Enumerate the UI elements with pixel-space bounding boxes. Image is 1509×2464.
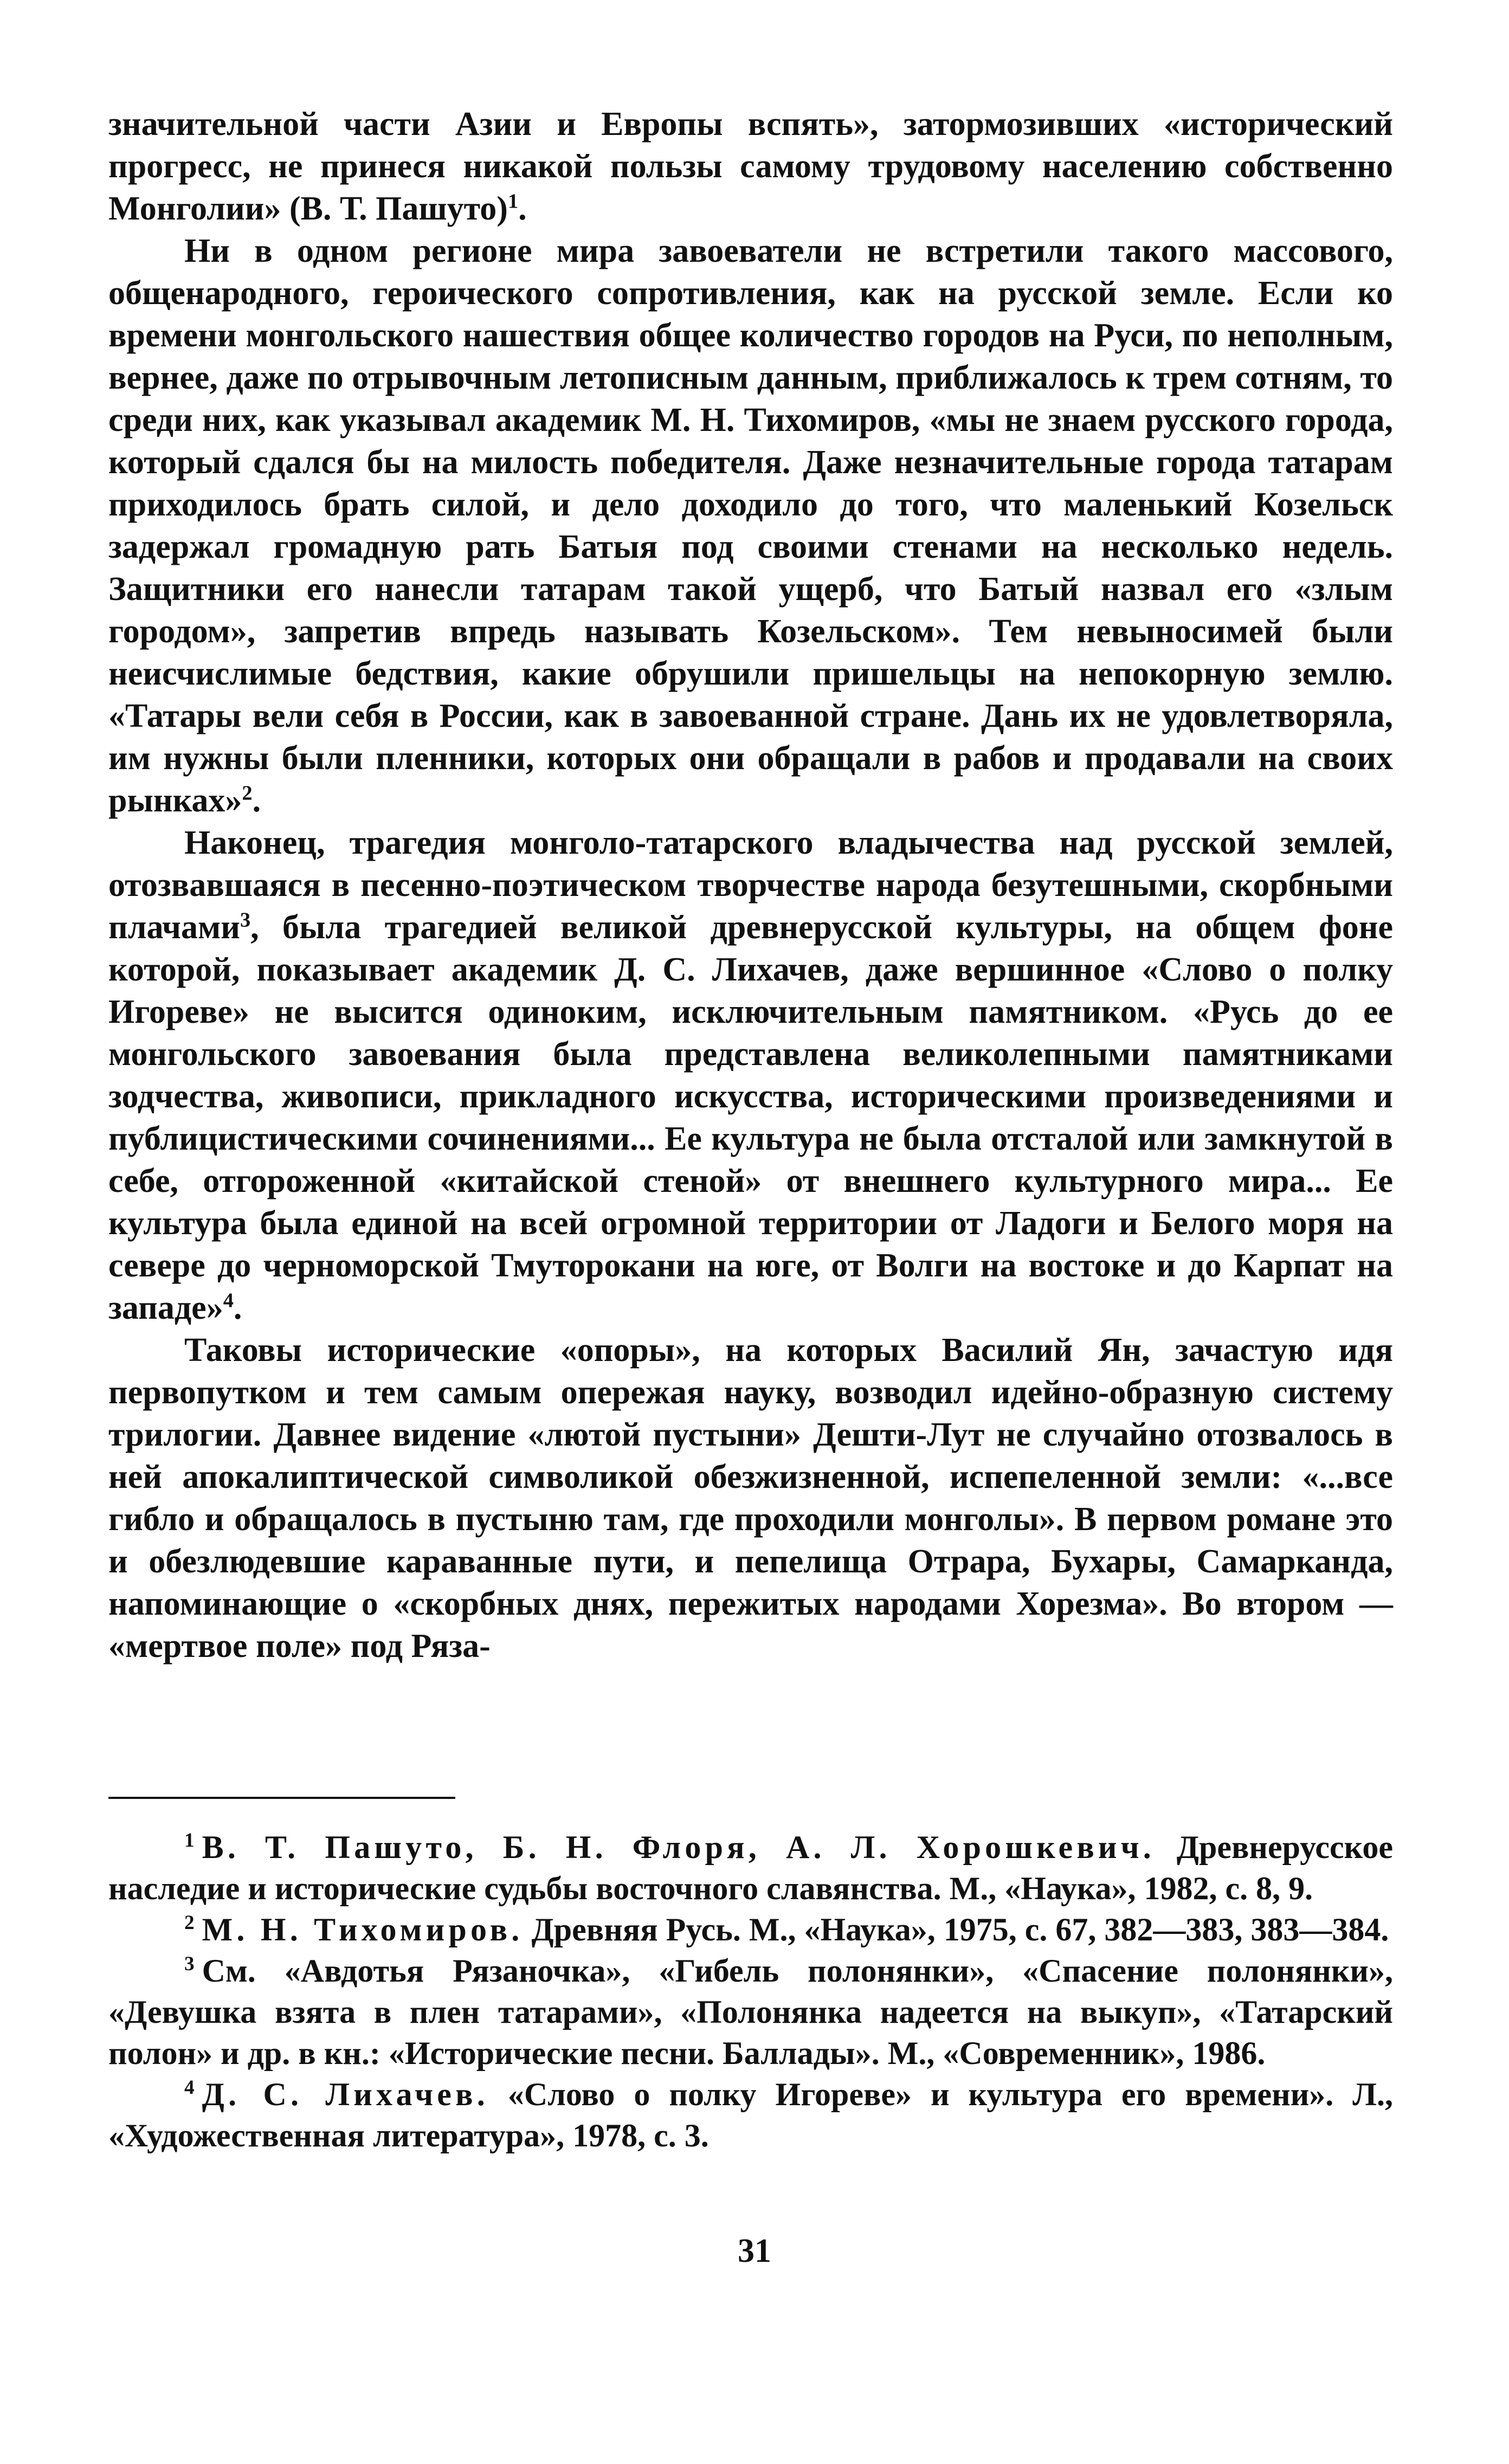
paragraph-punct: . xyxy=(518,190,527,227)
footnote-author: М. Н. Тихомиров. xyxy=(202,1912,524,1947)
paragraph-4 xyxy=(108,1329,1393,1667)
footnote-author: В. Т. Пашуто, Б. Н. Флоря, А. Л. Хорошкевич. xyxy=(202,1829,1155,1865)
paragraph-1 xyxy=(108,103,1393,230)
paragraph-punct: . xyxy=(252,782,261,819)
paragraph-punct: . xyxy=(233,1289,242,1326)
paragraph-text: значительной части Азии и Европы вспять», затормозивших «исторический прогресс, не принеся никакой пользы самому трудовому населению собственно Монголии» (В. Т. Пашуто) xyxy=(108,106,1393,227)
paragraph-text: Ни в одном регионе мира завоеватели не встретили такого массового, общенародного, героического сопротивления, как на русской земле. Если ко времени монгольского нашествия общее количество городов на Руси, по неполным, вернее, даже по отрывочным летописным данным, приближалось к трем сотням, то среди них, как указывал академик М. Н. Тихомиров, «мы не знаем русского города, который сдался бы на милость победителя. Даже незначительные города татарам приходилось брать силой, и дело доходило до того, что маленький Козельск задержал громадную рать Батыя под своими стенами на несколько недель. Защитники его нанесли татарам такой ущерб, что Батый назвал его «злым городом», запретив впредь называть Козельском». Тем невыносимей были неисчислимые бедствия, какие обрушили пришельцы на непокорную землю. «Татары вели себя в России, как в завоеванной стране. Дань их не удовлетворяла, им нужны были пленники, которых они обращали в рабов и продавали на своих рынках» xyxy=(108,233,1393,819)
main-text xyxy=(108,103,1393,1667)
footnote-ref-1: 1 xyxy=(507,190,519,213)
paragraph-text-cont: , была трагедией великой древнерусской культуры, на общем фоне которой, показывает академик Д. С. Лихачев, даже вершинное «Слово о полку Игореве» не высится одиноким, исключительным памятником. «Русь до ее монгольского завоевания была представлена великолепными памятниками зодчества, живописи, прикладного искусства, историческими произведениями и публицистическими сочинениями... Ее культура не была отсталой или замкнутой в себе, отгороженной «китайской стеной» от внешнего культурного мира... Ее культура была единой на всей огромной территории от Ладоги и Белого моря на севере до черноморской Тмуторокани на юге, от Волги на востоке и до Карпат на западе» xyxy=(108,909,1393,1326)
footnote-divider xyxy=(108,1797,455,1799)
page-number: 31 xyxy=(738,2233,771,2269)
footnote-4 xyxy=(108,2074,1393,2156)
footnote-ref-4: 4 xyxy=(223,1289,234,1312)
footnote-2 xyxy=(108,1909,1393,1950)
footnote-mark: 2 xyxy=(184,1912,195,1934)
footnote-text: См. «Авдотья Рязаночка», «Гибель полонянки», «Спасение полонянки», «Девушка взята в плен татарами», «Полонянка надеется на выкуп», «Татарский полон» и др. в кн.: «Исторические песни. Баллады». М., «Современник», 1986. xyxy=(108,1953,1393,2071)
footnote-3 xyxy=(108,1950,1393,2074)
footnote-text: «Слово о полку Игореве» и культура его времени». Л., «Художественная литература», 1978, с. 3. xyxy=(108,2076,1393,2153)
footnote-mark: 3 xyxy=(184,1953,195,1975)
footnote-mark: 1 xyxy=(184,1829,195,1852)
footnote-text: Древнерусское наследие и исторические судьбы восточного славянства. М., «Наука», 1982, с. 8, 9. xyxy=(108,1829,1394,1906)
page-body xyxy=(108,103,1393,1667)
footnote-text: Древняя Русь. М., «Наука», 1975, с. 67, 382—383, 383—384. xyxy=(531,1912,1389,1947)
footnote-1 xyxy=(108,1827,1393,1909)
paragraph-3 xyxy=(108,822,1393,1329)
paragraph-2 xyxy=(108,230,1393,822)
footnotes xyxy=(108,1827,1393,2156)
footnote-ref-2: 2 xyxy=(242,782,253,805)
footnote-author: Д. С. Лихачев. xyxy=(202,2076,489,2112)
paragraph-text: Наконец, трагедия монголо-татарского владычества над русской землей, отозвавшаяся в песенно-поэтическом творчестве народа безутешными, скорбными плачами xyxy=(108,824,1393,946)
footnote-mark: 4 xyxy=(184,2076,195,2099)
footnote-ref-3: 3 xyxy=(240,908,251,932)
paragraph-text: Таковы исторические «опоры», на которых Василий Ян, зачастую идя первопутком и тем самым опережая науку, возводил идейно-образную систему трилогии. Давнее видение «лютой пустыни» Дешти-Лут не случайно отозвалось в ней апокалиптической символикой обезжизненной, испепеленной земли: «...все гибло и обращалось в пустыню там, где проходили монголы». В первом романе это и обезлюдевшие караванные пути, и пепелища Отрара, Бухары, Самарканда, напоминающие о «скорбных днях, пережитых народами Хорезма». Во втором — «мертвое поле» под Ряза- xyxy=(108,1332,1393,1665)
